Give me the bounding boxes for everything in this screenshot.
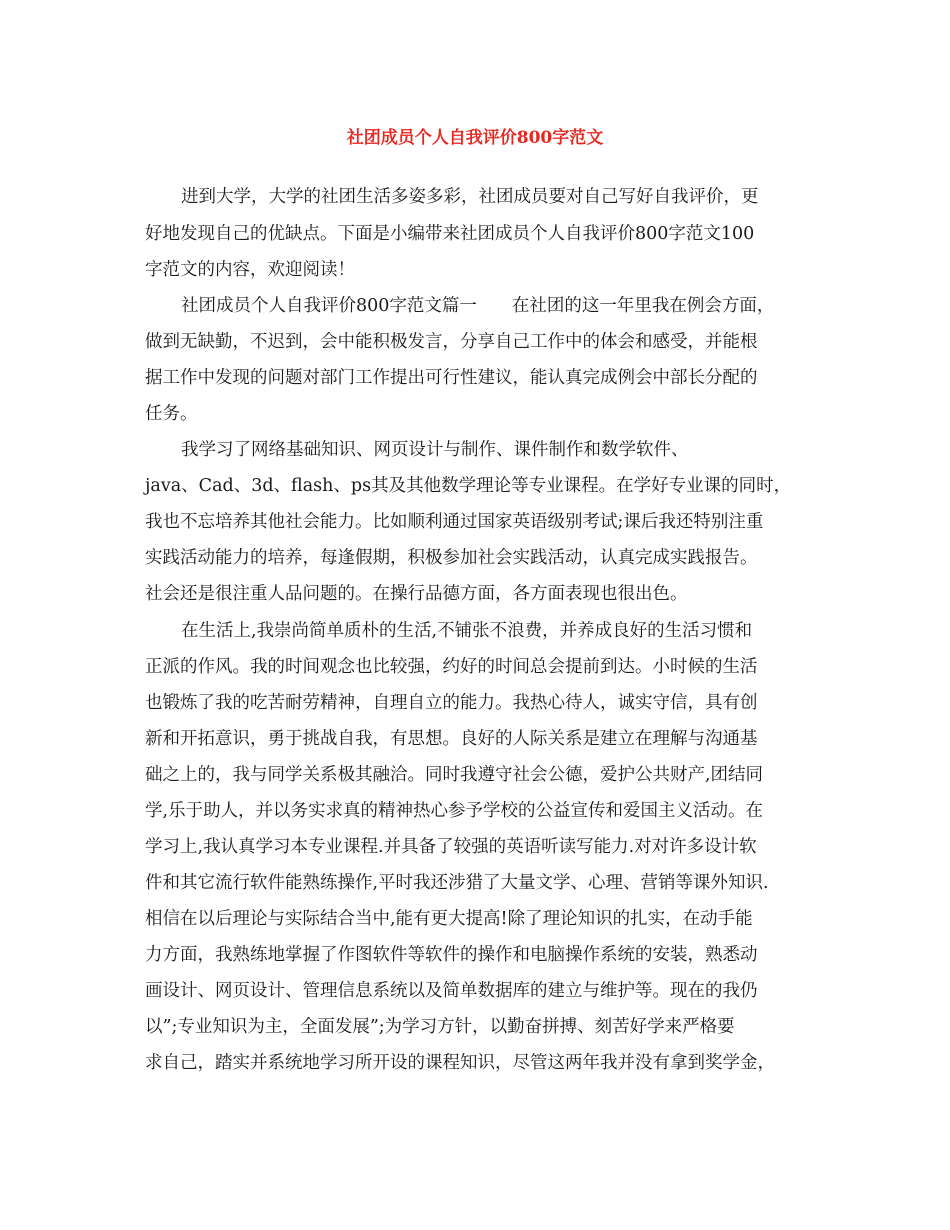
paragraph-line: 件和其它流行软件能熟练操作,平时我还涉猎了大量文学、心理、营销等课外知识. bbox=[145, 873, 769, 893]
paragraph-line: 学,乐于助人，并以务实求真的精神热心参予学校的公益宣传和爱国主义活动。在 bbox=[145, 801, 764, 821]
paragraph-line: 做到无缺勤，不迟到，会中能积极发言，分享自己工作中的体会和感受，并能根 bbox=[145, 332, 758, 352]
paragraph-line: 础之上的，我与同学关系极其融洽。同时我遵守社会公德，爱护公共财产,团结同 bbox=[145, 765, 764, 785]
paragraph-line: 相信在以后理论与实际结合当中,能有更大提高!除了理论知识的扎实，在动手能 bbox=[145, 909, 753, 929]
paragraph-line: 社团成员个人自我评价800字范文篇一 在社团的这一年里我在例会方面， bbox=[181, 296, 775, 316]
paragraph-line: 求自己，踏实并系统地学习所开设的课程知识，尽管这两年我并没有拿到奖学金， bbox=[145, 1053, 775, 1073]
paragraph-line: 任务。 bbox=[145, 404, 198, 424]
paragraph-line: 学习上,我认真学习本专业课程.并具备了较强的英语听读写能力.对对许多设计软 bbox=[145, 837, 757, 857]
paragraph-line: 在生活上,我崇尚简单质朴的生活,不铺张不浪费，并养成良好的生活习惯和 bbox=[181, 621, 753, 641]
paragraph-line: 力方面，我熟练地掌握了作图软件等软件的操作和电脑操作系统的安装，熟悉动 bbox=[145, 945, 758, 965]
paragraph-line: 也锻炼了我的吃苦耐劳精神，自理自立的能力。我热心待人，诚实守信，具有创 bbox=[145, 693, 758, 713]
paragraph-line: 好地发现自己的优缺点。下面是小编带来社团成员个人自我评价800字范文100 bbox=[145, 224, 755, 244]
paragraph-line: 以”;专业知识为主，全面发展”;为学习方针，以勤奋拼搏、刻苦好学来严格要 bbox=[145, 1017, 735, 1037]
paragraph-line: java、Cad、3d、flash、ps其及其他数学理论等专业课程。在学好专业课的同时， bbox=[145, 476, 792, 496]
paragraph-line: 社会还是很注重人品问题的。在操行品德方面，各方面表现也很出色。 bbox=[145, 584, 688, 604]
paragraph-line: 我也不忘培养其他社会能力。比如顺利通过国家英语级别考试;课后我还特别注重 bbox=[145, 512, 764, 532]
paragraph-line: 进到大学，大学的社团生活多姿多彩，社团成员要对自己写好自我评价，更 bbox=[181, 187, 759, 207]
paragraph-line: 字范文的内容，欢迎阅读！ bbox=[145, 260, 355, 280]
paragraph-line: 新和开拓意识，勇于挑战自我，有思想。良好的人际关系是建立在理解与沟通基 bbox=[145, 729, 758, 749]
paragraph-line: 据工作中发现的问题对部门工作提出可行性建议，能认真完成例会中部长分配的 bbox=[145, 368, 758, 388]
paragraph-line: 画设计、网页设计、管理信息系统以及简单数据库的建立与维护等。现在的我仍 bbox=[145, 981, 758, 1001]
paragraph-line: 我学习了网络基础知识、网页设计与制作、课件制作和数学软件、 bbox=[181, 440, 689, 460]
document-title: 社团成员个人自我评价800字范文 bbox=[346, 128, 604, 148]
paragraph-line: 实践活动能力的培养，每逢假期，积极参加社会实践活动，认真完成实践报告。 bbox=[145, 548, 758, 568]
paragraph-line: 正派的作风。我的时间观念也比较强，约好的时间总会提前到达。小时候的生活 bbox=[145, 657, 758, 677]
